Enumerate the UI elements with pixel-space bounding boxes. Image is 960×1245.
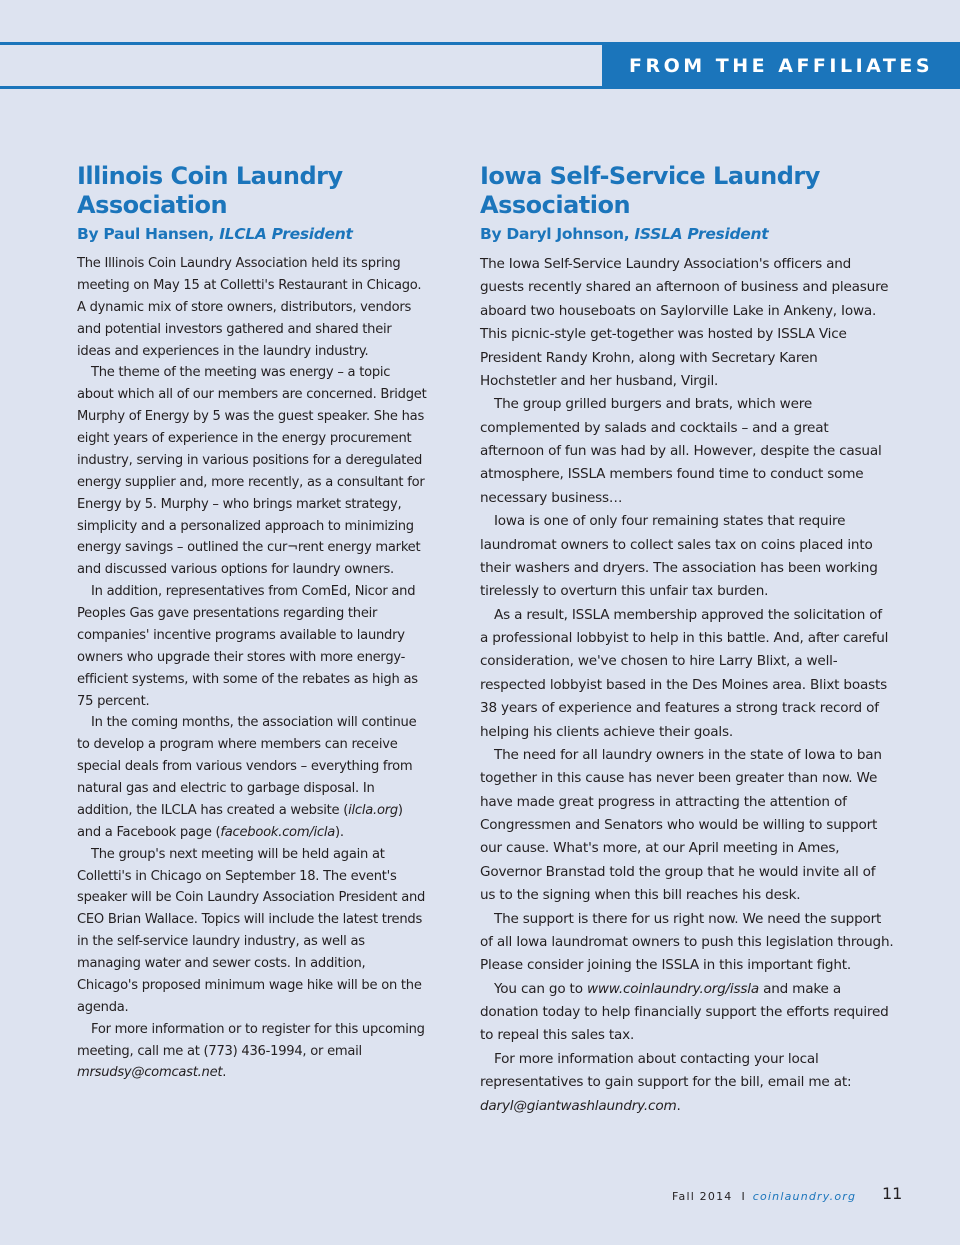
email-link[interactable]: mrsudsy@comcast.net [77, 1065, 223, 1081]
section-header-tab [602, 45, 960, 86]
website-link[interactable]: www.coinlaundry.org/issla [586, 980, 759, 997]
paragraph [77, 712, 427, 843]
article-illinois [77, 162, 427, 1084]
paragraph: The support is there for us right now. We need the support of all Iowa laundromat owners to push this legislation through. Please consider joining the ISSLA in this important fight. [480, 910, 894, 974]
byline-role: ILCLA President [219, 225, 353, 243]
page-footer [672, 1184, 904, 1208]
article-title: Iowa Self-Service Laundry Association [480, 162, 820, 219]
paragraph-text: . [222, 1065, 227, 1081]
website-link[interactable]: ilcla.org [348, 802, 398, 818]
footer-separator: I [741, 1189, 745, 1203]
paragraph-text: and make a donation today to help financially support the efforts required to repeal this sales tax. [480, 980, 889, 1044]
paragraph-text: In the coming months, the association will continue to develop a program where members can receive special deals from various vendors – everything from natural gas and electric to garbage disposal. In addition, the ILCLA has created a website ( [77, 715, 417, 818]
paragraph: In addition, representatives from ComEd, Nicor and Peoples Gas gave presentations regarding their companies' incentive programs available to laundry owners who upgrade their stores with more energy-efficient systems, with some of the rebates as high as 75 percent. [77, 584, 418, 709]
section-label: FROM THE AFFILIATES [629, 54, 933, 77]
paragraph [77, 1019, 427, 1085]
paragraph: The group grilled burgers and brats, which were complemented by salads and cocktails – and a great afternoon of fun was had by all. However, despite the casual atmosphere, ISSLA members found time to conduct some necessary business… [480, 396, 882, 506]
paragraph: Iowa is one of only four remaining states that require laundromat owners to collect sales tax on coins placed into their washers and dryers. The association has been working tirelessly to overturn this unfair tax burden. [480, 513, 878, 600]
article-body [77, 253, 427, 1084]
header-bottom-rule [0, 86, 960, 89]
paragraph: The Illinois Coin Laundry Association held its spring meeting on May 15 at Colletti's Restaurant in Chicago. A dynamic mix of store owners, distributors, vendors and potential investors gathered and shared their ideas and experiences in the laundry industry. [77, 256, 422, 359]
footer-website-link[interactable]: coinlaundry.org [752, 1189, 857, 1203]
paragraph-text: ). [334, 824, 344, 840]
paragraph [480, 1048, 894, 1118]
paragraph-text: For more information or to register for this upcoming meeting, call me at (773) 436-1994, or email [77, 1021, 425, 1059]
paragraph [480, 978, 894, 1048]
issue-date: Fall 2014 [672, 1189, 733, 1203]
paragraph-text: . [676, 1097, 681, 1114]
article-byline [480, 223, 894, 245]
article-byline [77, 223, 427, 245]
article-iowa [480, 162, 894, 1118]
byline-author: By Daryl Johnson, [480, 225, 635, 243]
email-link[interactable]: daryl@giantwashlaundry.com [480, 1097, 677, 1114]
article-body [480, 253, 894, 1118]
byline-role: ISSLA President [634, 225, 769, 243]
byline-author: By Paul Hansen, [77, 225, 220, 243]
paragraph: As a result, ISSLA membership approved the solicitation of a professional lobbyist to help in this battle. And, after careful consideration, we've chosen to hire Larry Blixt, a well-respected lobbyist based in the Des Moines area. Blixt boasts 38 years of experience and features a strong track record of helping his clients achieve their goals. [480, 606, 889, 740]
paragraph-text: For more information about contacting your local representatives to gain support for the bill, email me at: [480, 1050, 852, 1091]
paragraph-text: You can go to [494, 980, 587, 997]
paragraph: The need for all laundry owners in the state of Iowa to ban together in this cause has never been greater than now. We have made great progress in attracting the attention of Congressmen and Senators who would be willing to support our cause. What's more, at our April meeting in Ames, Governor Branstad told the group that he would invite all of us to the signing when this bill reaches his desk. [480, 746, 882, 904]
paragraph-text: ) and a Facebook page ( [77, 802, 403, 840]
paragraph: The theme of the meeting was energy – a topic about which all of our members are concerned. Bridget Murphy of Energy by 5 was the guest speaker. She has eight years of experience in the energy procurement industry, serving in various positions for a deregulated energy supplier and, more recently, as a consultant for Energy by 5. Murphy – who brings market strategy, simplicity and a personalized approach to minimizing energy savings – outlined the cur¬rent energy market and discussed various options for laundry owners. [77, 365, 427, 578]
article-title: Illinois Coin Laundry Association [77, 162, 343, 219]
paragraph: The group's next meeting will be held again at Colletti's in Chicago on September 18. The event's speaker will be Coin Laundry Association President and CEO Brian Wallace. Topics will include the latest trends in the self-service laundry industry, as well as managing water and sewer costs. In addition, Chicago's proposed minimum wage hike will be on the agenda. [77, 846, 426, 1015]
page-number: 11 [882, 1184, 903, 1203]
facebook-link[interactable]: facebook.com/icla [220, 824, 335, 840]
paragraph: The Iowa Self-Service Laundry Association's officers and guests recently shared an afternoon of business and pleasure aboard two houseboats on Saylorville Lake in Ankeny, Iowa. This picnic-style get-together was hosted by ISSLA Vice President Randy Krohn, along with Secretary Karen Hochstetler and her husband, Virgil. [480, 256, 889, 389]
